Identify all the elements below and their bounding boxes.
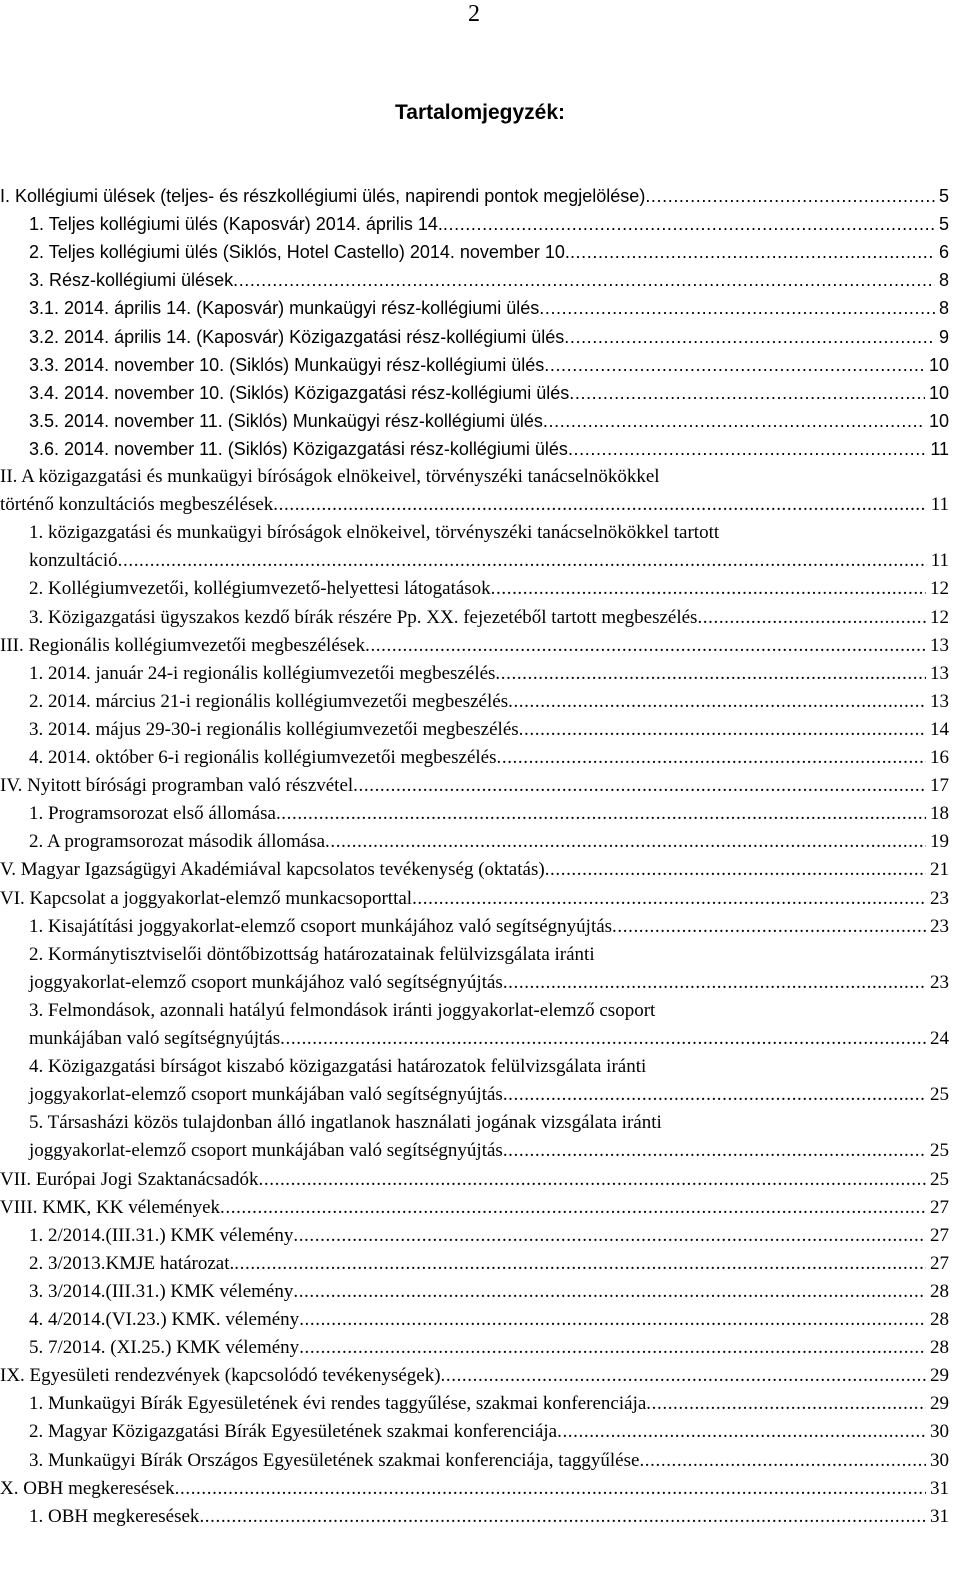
- toc-leader-dots: [365, 632, 926, 660]
- toc-leader-dots: [293, 1222, 926, 1250]
- toc-leader-dots: [118, 547, 927, 575]
- toc-entry-title: 2. A programsorozat második állomása: [29, 831, 326, 853]
- toc-entry[interactable]: [29, 1306, 949, 1334]
- toc-page-number: 11: [930, 494, 949, 516]
- toc-entry[interactable]: [29, 547, 949, 575]
- toc-leader-dots: [639, 1447, 926, 1475]
- toc-entry-title: 3.2. 2014. április 14. (Kaposvár) Közigazgatási rész-kollégiumi ülés: [29, 326, 565, 347]
- toc-entry[interactable]: [29, 1503, 949, 1531]
- toc-leader-dots: [280, 1025, 926, 1053]
- toc-leader-dots: [568, 435, 926, 463]
- toc-entry-title: IX. Egyesületi rendezvények (kapcsolódó tevékenységek): [0, 1365, 441, 1387]
- toc-entry-title: 2. 2014. március 21-i regionális kollégiumvezetői megbeszélés: [29, 690, 509, 712]
- toc-leader-dots: [543, 407, 925, 435]
- toc-entry-title: VI. Kapcsolat a joggyakorlat-elemző munkacsoporttal: [0, 887, 413, 909]
- toc-entry[interactable]: [0, 182, 949, 210]
- toc-entry-continued[interactable]: [29, 1053, 949, 1081]
- toc-leader-dots: [497, 744, 927, 772]
- toc-page-number: 10: [928, 410, 949, 431]
- toc-entry-title: 3. Közigazgatási ügyszakos kezdő bírák részére Pp. XX. fejezetéből tartott megbeszélés: [29, 606, 698, 628]
- toc-leader-dots: [544, 351, 925, 379]
- toc-page-number: 10: [928, 354, 949, 375]
- toc-entry[interactable]: [29, 1222, 949, 1250]
- toc-entry-continued[interactable]: [29, 997, 949, 1025]
- toc-leader-dots: [646, 1390, 926, 1418]
- toc-page-number: 11: [930, 438, 949, 459]
- toc-entry-title: 1. 2014. január 24-i regionális kollégiumvezetői megbeszélés: [29, 662, 496, 684]
- toc-entry-title: 1. közigazgatási és munkaügyi bíróságok elnökeivel, törvényszéki tanácselnökökkel tartott: [29, 522, 720, 544]
- toc-entry[interactable]: [29, 1334, 949, 1362]
- toc-entry-title: VIII. KMK, KK vélemények: [0, 1196, 221, 1218]
- toc-page-number: 10: [928, 382, 949, 403]
- toc-page-number: 14: [930, 718, 949, 740]
- toc-leader-dots: [443, 210, 935, 238]
- toc-entry-title: 2. Teljes kollégiumi ülés (Siklós, Hotel Castello) 2014. november 10.: [29, 242, 570, 263]
- toc-page-number: 19: [930, 831, 949, 853]
- toc-page-number: 29: [930, 1393, 949, 1415]
- toc-leader-dots: [220, 1194, 926, 1222]
- toc-leader-dots: [697, 604, 926, 632]
- toc-page-number: 5: [938, 214, 949, 235]
- toc-entry-title: I. Kollégiumi ülések (teljes- és részkollégiumi ülés, napirendi pontok megjelölése): [0, 186, 646, 206]
- toc-entry-title: joggyakorlat-elemző csoport munkájában való segítségnyújtás: [29, 1140, 503, 1162]
- toc-page-number: 8: [938, 270, 949, 291]
- toc-entry[interactable]: [29, 1278, 949, 1306]
- toc-page-number: 23: [930, 971, 949, 993]
- toc-entry[interactable]: [29, 744, 949, 772]
- toc-page-number: 25: [930, 1168, 949, 1190]
- page-number: 2: [468, 1, 480, 27]
- toc-entry[interactable]: [29, 379, 949, 407]
- toc-entry-title: konzultáció: [29, 550, 118, 572]
- toc-entry[interactable]: [29, 238, 949, 266]
- toc-entry[interactable]: [29, 210, 949, 238]
- toc-leader-dots: [325, 828, 926, 856]
- toc-leader-dots: [441, 1362, 926, 1390]
- toc-entry[interactable]: [29, 1250, 949, 1278]
- toc-leader-dots: [569, 379, 925, 407]
- toc-page-number: 12: [930, 606, 949, 628]
- toc-entry[interactable]: [29, 575, 949, 603]
- toc-entry-title: 1. Programsorozat első állomása: [29, 803, 276, 825]
- toc-entry[interactable]: [0, 856, 949, 884]
- toc-leader-dots: [299, 1334, 926, 1362]
- toc-entry[interactable]: [0, 1362, 949, 1390]
- toc-entry-title: II. A közigazgatási és munkaügyi bíróságok elnökeivel, törvényszéki tanácselnökökkel: [0, 466, 660, 487]
- toc-leader-dots: [234, 1250, 926, 1278]
- toc-entry[interactable]: [29, 660, 949, 688]
- toc-leader-dots: [545, 856, 926, 884]
- toc-page-number: 29: [930, 1365, 949, 1387]
- toc-page-number: 30: [930, 1449, 949, 1471]
- toc-page-number: 27: [930, 1224, 949, 1246]
- toc-page-number: 31: [930, 1505, 949, 1527]
- toc-entry[interactable]: [29, 688, 949, 716]
- toc-entry-title: 4. 4/2014.(VI.23.) KMK. vélemény: [29, 1309, 300, 1330]
- toc-entry[interactable]: [29, 1418, 949, 1446]
- toc-entry[interactable]: [0, 1475, 949, 1503]
- toc-entry[interactable]: [29, 1081, 949, 1109]
- toc-entry-title: 3.6. 2014. november 11. (Siklós) Közigazgatási rész-kollégiumi ülés: [29, 438, 568, 459]
- toc-entry[interactable]: [29, 716, 949, 744]
- toc-page-number: 30: [930, 1421, 949, 1443]
- toc-leader-dots: [273, 491, 926, 519]
- toc-page-number: 28: [930, 1280, 949, 1302]
- toc-entry-title: joggyakorlat-elemző csoport munkájához való segítségnyújtás: [29, 971, 503, 993]
- toc-entry-title: 2. 3/2013.KMJE határozat.: [29, 1252, 235, 1274]
- toc-entry-title: III. Regionális kollégiumvezetői megbeszélések: [0, 634, 366, 656]
- toc-entry-title: VII. Európai Jogi Szaktanácsadók: [0, 1168, 259, 1190]
- toc-page-number: 13: [930, 634, 949, 656]
- toc-entry[interactable]: [0, 885, 949, 913]
- toc-leader-dots: [276, 800, 926, 828]
- toc-entry[interactable]: [29, 800, 949, 828]
- toc-entry-title: 2. Kormánytisztviselői döntőbizottság határozatainak felülvizsgálata iránti: [29, 943, 595, 965]
- toc-entry[interactable]: [0, 491, 949, 519]
- toc-entry-title: V. Magyar Igazságügyi Akadémiával kapcsolatos tevékenység (oktatás): [0, 859, 545, 881]
- toc-entry-title: 3. Munkaügyi Bírák Országos Egyesületének szakmai konferenciája, taggyűlése: [29, 1449, 640, 1471]
- toc-leader-dots: [259, 1166, 926, 1194]
- toc-entry-title: 2. Magyar Közigazgatási Bírák Egyesületének szakmai konferenciája: [29, 1421, 558, 1443]
- toc-leader-dots: [233, 266, 935, 294]
- toc-page-number: 9: [938, 326, 949, 347]
- toc-leader-dots: [564, 323, 935, 351]
- toc-entry[interactable]: [29, 435, 949, 463]
- toc-entry-title: történő konzultációs megbeszélések: [0, 494, 274, 516]
- toc-entry-title: IV. Nyitott bírósági programban való részvétel: [0, 775, 354, 797]
- toc-entry-title: 3. 3/2014.(III.31.) KMK vélemény: [29, 1280, 294, 1302]
- toc-leader-dots: [645, 182, 935, 210]
- toc-entry[interactable]: [0, 632, 949, 660]
- toc-entry-title: X. OBH megkeresések: [0, 1477, 175, 1499]
- toc-entry[interactable]: [0, 1194, 949, 1222]
- toc-page-number: 11: [930, 550, 949, 572]
- toc-entry-continued[interactable]: [0, 463, 949, 491]
- toc-page-number: 31: [930, 1477, 949, 1499]
- toc-entry-title: 1. Kisajátítási joggyakorlat-elemző csoport munkájához való segítségnyújtás: [29, 915, 613, 937]
- toc-entry[interactable]: [29, 1025, 949, 1053]
- toc-entry[interactable]: [29, 294, 949, 322]
- toc-leader-dots: [539, 294, 935, 322]
- toc-page-number: 27: [930, 1252, 949, 1274]
- toc-page-number: 25: [930, 1140, 949, 1162]
- toc-page-number: 5: [938, 186, 949, 206]
- toc-entry-title: 3. Rész-kollégiumi ülések: [29, 270, 234, 291]
- toc-page-number: 21: [930, 859, 949, 881]
- toc-entry-title: 4. 2014. október 6-i regionális kollégiumvezetői megbeszélés: [29, 747, 497, 768]
- toc-leader-dots: [503, 1081, 926, 1109]
- toc-entry[interactable]: [29, 323, 949, 351]
- toc-leader-dots: [293, 1278, 926, 1306]
- toc-entry-title: 2. Kollégiumvezetői, kollégiumvezető-helyettesi látogatások: [29, 578, 491, 600]
- toc-entry[interactable]: [29, 351, 949, 379]
- toc-entry[interactable]: [0, 1166, 949, 1194]
- toc-leader-dots: [495, 660, 926, 688]
- toc-entry-title: 3. 2014. május 29-30-i regionális kollégiumvezetői megbeszélés: [29, 718, 519, 740]
- toc-entry-title: 4. Közigazgatási bírságot kiszabó közigazgatási határozatok felülvizsgálata iránti: [29, 1056, 647, 1078]
- toc-entry-title: 3.4. 2014. november 10. (Siklós) Közigazgatási rész-kollégiumi ülés: [29, 382, 570, 403]
- toc-leader-dots: [508, 688, 926, 716]
- toc-leader-dots: [353, 772, 926, 800]
- toc-entry-title: 1. Munkaügyi Bírák Egyesületének évi rendes taggyűlése, szakmai konferenciája: [29, 1393, 647, 1415]
- toc-entry[interactable]: [29, 828, 949, 856]
- toc-leader-dots: [199, 1503, 926, 1531]
- toc-entry[interactable]: [29, 913, 949, 941]
- toc-leader-dots: [557, 1418, 926, 1446]
- toc-entry-title: 3.3. 2014. november 10. (Siklós) Munkaügyi rész-kollégiumi ülés: [29, 354, 545, 375]
- toc-leader-dots: [491, 575, 926, 603]
- toc-entry-title: 1. 2/2014.(III.31.) KMK vélemény: [29, 1224, 294, 1246]
- toc-entry[interactable]: [29, 407, 949, 435]
- toc-leader-dots: [175, 1475, 926, 1503]
- toc-entry[interactable]: [29, 1137, 949, 1165]
- toc-entry-title: 3. Felmondások, azonnali hatályú felmondások iránti joggyakorlat-elemző csoport: [29, 999, 656, 1021]
- toc-page-number: 13: [930, 662, 949, 684]
- toc-entry-title: 5. Társasházi közös tulajdonban álló ingatlanok használati jogának vizsgálata iránti: [29, 1112, 662, 1134]
- toc-leader-dots: [570, 238, 935, 266]
- toc-leader-dots: [503, 969, 926, 997]
- toc-entry-continued[interactable]: [29, 1109, 949, 1137]
- toc-leader-dots: [299, 1306, 926, 1334]
- toc-entry-title: 1. Teljes kollégiumi ülés (Kaposvár) 2014. április 14.: [29, 214, 443, 235]
- toc-page-number: 28: [930, 1309, 949, 1330]
- toc-entry[interactable]: [29, 969, 949, 997]
- toc-page-number: 13: [930, 690, 949, 712]
- toc-leader-dots: [412, 885, 926, 913]
- toc-entry[interactable]: [0, 772, 949, 800]
- toc-page-number: 23: [930, 915, 949, 937]
- toc-page-number: 27: [930, 1196, 949, 1218]
- toc-entry[interactable]: [29, 604, 949, 632]
- toc-entry-title: 5. 7/2014. (XI.25.) KMK vélemény: [29, 1337, 300, 1359]
- toc-leader-dots: [612, 913, 926, 941]
- toc-title: Tartalomjegyzék:: [395, 101, 565, 124]
- toc-page-number: 23: [930, 887, 949, 909]
- toc-page-number: 12: [930, 578, 949, 600]
- toc-page-number: 25: [930, 1084, 949, 1106]
- toc-page-number: 17: [930, 775, 949, 797]
- toc-leader-dots: [519, 716, 926, 744]
- toc-page-number: 28: [930, 1337, 949, 1359]
- toc-page-number: 18: [930, 803, 949, 825]
- toc-page-number: 6: [938, 242, 949, 263]
- toc-entry-title: joggyakorlat-elemző csoport munkájában való segítségnyújtás: [29, 1084, 503, 1106]
- toc-entry-title: 3.5. 2014. november 11. (Siklós) Munkaügyi rész-kollégiumi ülés: [29, 410, 543, 431]
- toc-entry[interactable]: [29, 1390, 949, 1418]
- toc-entry[interactable]: [29, 266, 949, 294]
- toc-page-number: 16: [930, 747, 949, 768]
- toc-entry-title: 1. OBH megkeresések: [29, 1505, 200, 1527]
- toc-entry[interactable]: [29, 1447, 949, 1475]
- toc-leader-dots: [503, 1137, 926, 1165]
- toc-entry-continued[interactable]: [29, 941, 949, 969]
- toc-entry-title: 3.1. 2014. április 14. (Kaposvár) munkaügyi rész-kollégiumi ülés: [29, 298, 540, 319]
- toc-page-number: 24: [930, 1028, 949, 1049]
- toc-page-number: 8: [938, 298, 949, 319]
- toc-entry-title: munkájában való segítségnyújtás: [29, 1028, 281, 1049]
- toc-entry-continued[interactable]: [29, 519, 949, 547]
